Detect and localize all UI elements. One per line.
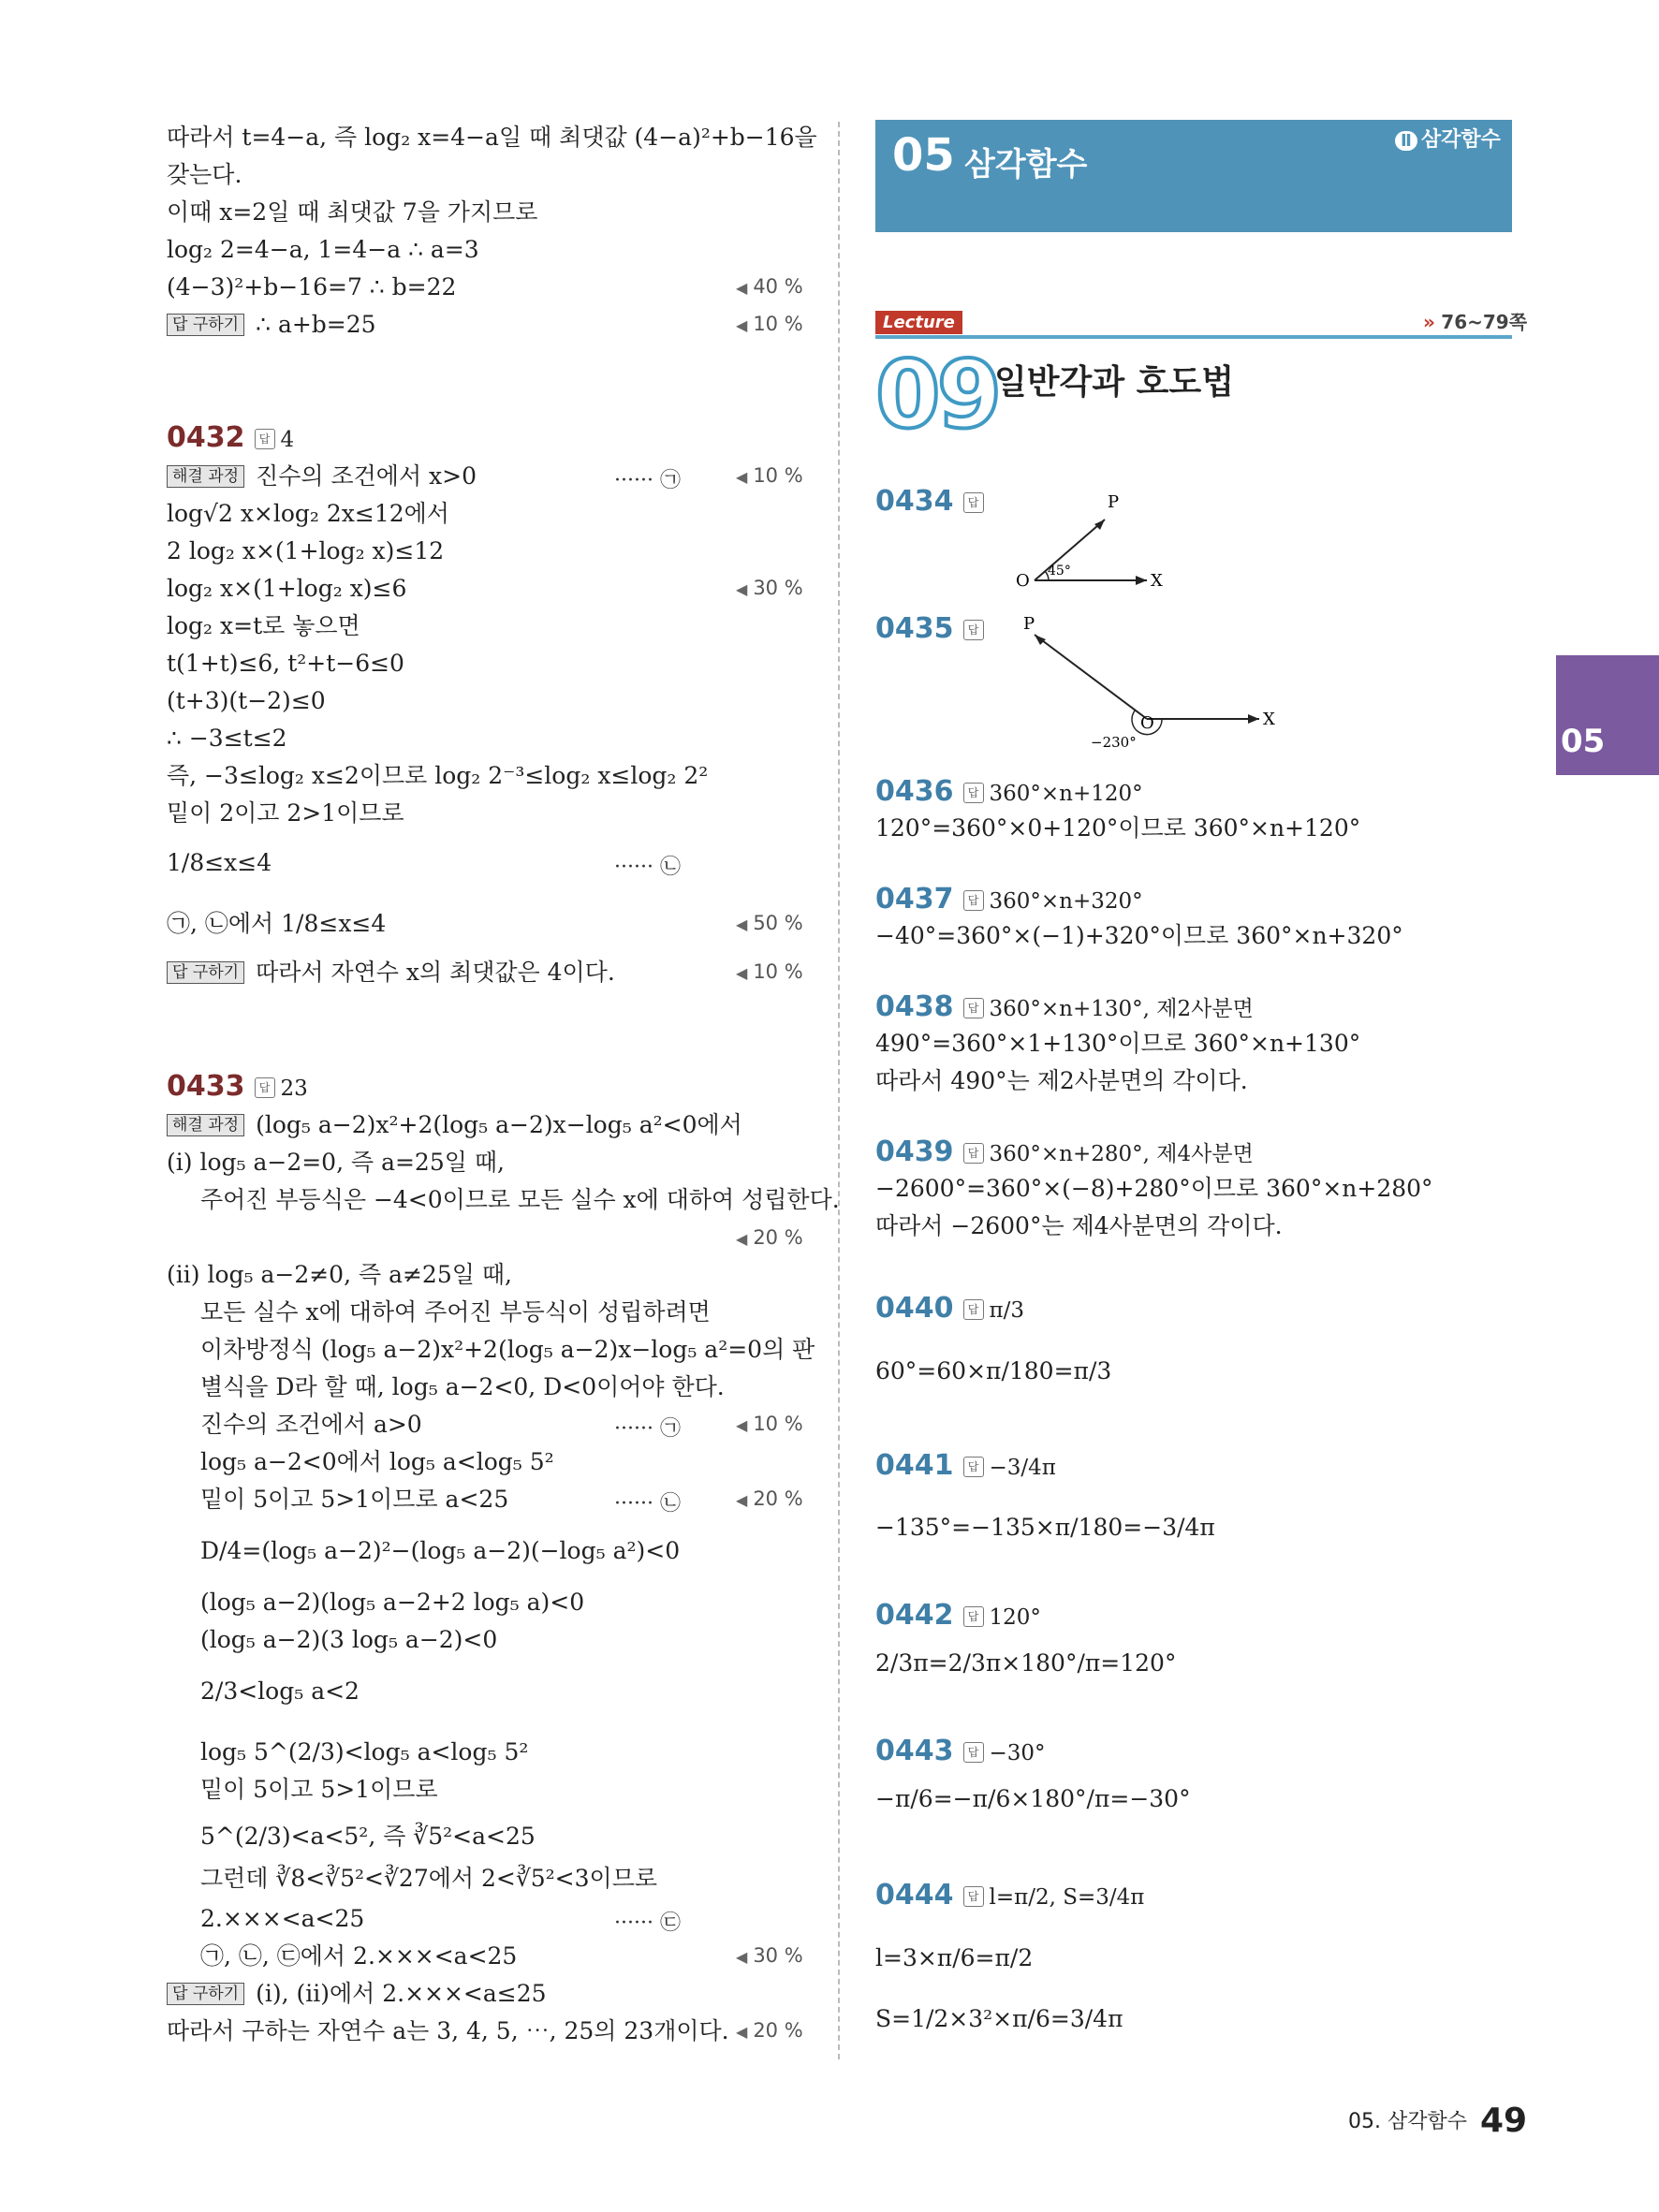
text-line: l=3×π/6=π/2 <box>875 1944 1034 1971</box>
text-line: 2 log₂ x×(1+log₂ x)≤12 <box>167 537 445 564</box>
page-number: 49 <box>1480 2102 1528 2140</box>
score-percent: ◀ 30 % <box>736 1944 803 1967</box>
problem-0439-header: 0439 답 360°×n+280°, 제4사분면 <box>875 1135 1254 1168</box>
solve-tag: 답 구하기 <box>167 314 244 336</box>
text-line: −π/6=−π/6×180°/π=−30° <box>875 1785 1191 1812</box>
text-line: 답 구하기 ∴ a+b=25 <box>167 309 376 341</box>
process-tag: 해결 과정 <box>167 1114 244 1136</box>
score-percent: ◀ 40 % <box>736 275 803 298</box>
text-line: 120°=360°×0+120°이므로 360°×n+120° <box>875 814 1361 842</box>
answer-icon: 답 <box>963 1299 984 1320</box>
answer-icon: 답 <box>963 492 984 513</box>
problem-0436-header: 0436 답 360°×n+120° <box>875 775 1143 808</box>
text-line: log√2 x×log₂ 2x≤12에서 <box>167 500 449 527</box>
text-line: 밑이 5이고 5>1이므로 <box>200 1776 438 1803</box>
text-line: (log₅ a−2)(3 log₅ a−2)<0 <box>200 1626 498 1653</box>
text-line: 이차방정식 (log₅ a−2)x²+2(log₅ a−2)x−log₅ a²=0의 판 <box>200 1336 815 1363</box>
chapter-title: 삼각함수 <box>964 146 1088 183</box>
section-badge: Ⅱ <box>1395 131 1417 151</box>
text-line: D/4=(log₅ a−2)²−(log₅ a−2)(−log₅ a²)<0 <box>200 1537 681 1564</box>
section-tag: Ⅱ 삼각함수 <box>1395 124 1501 153</box>
point-label: P <box>1023 614 1035 634</box>
problem-0437-header: 0437 답 360°×n+320° <box>875 883 1143 916</box>
text-line: ∴ −3≤t≤2 <box>167 725 287 752</box>
text-line: ㉠, ㉡, ㉢에서 2.×××<a<25 <box>200 1942 518 1970</box>
text-line: 주어진 부등식은 −4<0이므로 모든 실수 x에 대하여 성립한다. <box>200 1186 840 1213</box>
solve-tag: 답 구하기 <box>167 961 244 984</box>
score-percent: ◀ 20 % <box>736 2019 803 2042</box>
mark-1: ······ ㉠ <box>614 1417 681 1441</box>
text-line: 모든 실수 x에 대하여 주어진 부등식이 성립하려면 <box>200 1298 711 1326</box>
text-line: 490°=360°×1+130°이므로 360°×n+130° <box>875 1030 1361 1057</box>
text-line: −135°=−135×π/180=−3/4π <box>875 1514 1215 1541</box>
problem-0434-header: 0434 답 <box>875 485 984 519</box>
text-line: (4−3)²+b−16=7 ∴ b=22 <box>167 273 457 300</box>
score-percent: ◀ 10 % <box>736 1413 803 1435</box>
problem-0435-header: 0435 답 <box>875 612 984 646</box>
text-line: 따라서 −2600°는 제4사분면의 각이다. <box>875 1212 1283 1239</box>
answer-icon: 답 <box>963 1457 984 1477</box>
answer-icon: 답 <box>963 1606 984 1627</box>
text-line: 2.×××<a<25 <box>200 1905 365 1932</box>
score-percent: ◀ 30 % <box>736 577 803 599</box>
text-line: 이때 x=2일 때 최댓값 7을 가지므로 <box>167 198 538 226</box>
text-line: 따라서 490°는 제2사분면의 각이다. <box>875 1067 1248 1094</box>
answer-icon: 답 <box>963 1742 984 1763</box>
text-line: 답 구하기 따라서 자연수 x의 최댓값은 4이다. <box>167 957 615 989</box>
mark-2: ······ ㉡ <box>614 1492 681 1516</box>
text-line: 따라서 t=4−a, 즉 log₂ x=4−a일 때 최댓값 (4−a)²+b−16을 <box>167 124 817 151</box>
point-label: O <box>1140 713 1154 733</box>
text-line: 2/3<log₅ a<2 <box>200 1677 360 1705</box>
score-percent: ◀ 10 % <box>736 313 803 335</box>
answer-icon: 답 <box>963 1886 984 1907</box>
page-reference: » 76~79쪽 <box>1423 311 1528 333</box>
mark-1: ······ ㉠ <box>614 469 681 492</box>
text-line: 1/8≤x≤4 <box>167 849 272 876</box>
lecture-label: Lecture <box>875 311 962 334</box>
angle-label: 45° <box>1048 564 1071 579</box>
page-footer <box>1348 2102 1527 2140</box>
text-line: log₂ 2=4−a, 1=4−a ∴ a=3 <box>167 236 479 263</box>
angle-diagram-minus230 <box>969 608 1275 758</box>
text-line: 해결 과정 진수의 조건에서 x>0 <box>167 461 477 492</box>
text-line: 따라서 구하는 자연수 a는 3, 4, 5, ⋯, 25의 23개이다. <box>167 2017 729 2044</box>
text-line: log₂ x=t로 놓으면 <box>167 612 360 639</box>
text-line: −40°=360°×(−1)+320°이므로 360°×n+320° <box>875 922 1403 949</box>
chapter-side-tab[interactable]: 05 <box>1556 655 1659 775</box>
text-line: 밑이 2이고 2>1이므로 <box>167 799 404 827</box>
text-line: 60°=60×π/180=π/3 <box>875 1357 1112 1384</box>
text-line: 해결 과정 (log₅ a−2)x²+2(log₅ a−2)x−log₅ a²<0에서 <box>167 1109 742 1141</box>
point-label: P <box>1108 492 1120 512</box>
score-percent: ◀ 20 % <box>736 1226 803 1249</box>
score-percent: ◀ 10 % <box>736 960 803 983</box>
text-line: 답 구하기 (ⅰ), (ⅱ)에서 2.×××<a≤25 <box>167 1978 547 2010</box>
text-line: log₅ a−2<0에서 log₅ a<log₅ 5² <box>200 1448 554 1475</box>
answer-icon: 답 <box>963 1143 984 1164</box>
problem-0444-header: 0444 답 l=π/2, S=3/4π <box>875 1879 1145 1912</box>
answer-icon: 답 <box>963 890 984 911</box>
angle-diagram-45 <box>969 487 1184 599</box>
solve-tag: 답 구하기 <box>167 1983 244 2005</box>
problem-0433-header: 0433 답 23 <box>167 1070 308 1103</box>
problem-0441-header: 0441 답 −3/4π <box>875 1449 1056 1482</box>
text-line: 5^(2/3)<a<5², 즉 ∛5²<a<25 <box>200 1823 536 1850</box>
text-line: 그런데 ∛8<∛5²<∛27에서 2<∛5²<3이므로 <box>200 1865 657 1892</box>
text-line: 2/3π=2/3π×180°/π=120° <box>875 1649 1177 1677</box>
footer-chapter: 05. 삼각함수 <box>1348 2110 1467 2133</box>
text-line: (t+3)(t−2)≤0 <box>167 687 326 714</box>
text-line: 즉, −3≤log₂ x≤2이므로 log₂ 2⁻³≤log₂ x≤log₂ 2² <box>167 762 709 789</box>
lecture-rule <box>875 335 1512 339</box>
mark-2: ······ ㉡ <box>614 856 681 879</box>
score-percent: ◀ 20 % <box>736 1487 803 1510</box>
answer-icon: 답 <box>963 783 984 803</box>
text-line: 진수의 조건에서 a>0 <box>200 1411 422 1438</box>
text-line: (ⅰ) log₅ a−2=0, 즉 a=25일 때, <box>167 1149 505 1176</box>
column-divider <box>838 122 840 2059</box>
answer-icon: 답 <box>963 620 984 640</box>
process-tag: 해결 과정 <box>167 465 244 488</box>
point-label: O <box>1016 571 1030 591</box>
point-label: X <box>1151 571 1163 591</box>
text-line: −2600°=360°×(−8)+280°이므로 360°×n+280° <box>875 1175 1433 1202</box>
text-line: log₅ 5^(2/3)<log₅ a<log₅ 5² <box>200 1738 529 1765</box>
point-label: X <box>1263 710 1275 729</box>
problem-0440-header: 0440 답 π/3 <box>875 1292 1024 1325</box>
answer-icon: 답 <box>255 1077 275 1098</box>
problem-0442-header: 0442 답 120° <box>875 1599 1041 1632</box>
text-line: log₂ x×(1+log₂ x)≤6 <box>167 575 407 602</box>
answer-icon: 답 <box>963 998 984 1018</box>
text-line: 별식을 D라 할 때, log₅ a−2<0, D<0이어야 한다. <box>200 1373 725 1400</box>
chapter-number: 05 <box>892 129 955 182</box>
text-line: t(1+t)≤6, t²+t−6≤0 <box>167 650 404 677</box>
text-line: (ⅱ) log₅ a−2≠0, 즉 a≠25일 때, <box>167 1261 512 1288</box>
lecture-number: 09 <box>875 340 999 449</box>
text-line: 밑이 5이고 5>1이므로 a<25 <box>200 1486 509 1513</box>
mark-3: ······ ㉢ <box>614 1912 681 1935</box>
problem-0443-header: 0443 답 −30° <box>875 1735 1046 1767</box>
score-percent: ◀ 10 % <box>736 464 803 487</box>
text-line: (log₅ a−2)(log₅ a−2+2 log₅ a)<0 <box>200 1589 585 1616</box>
answer-icon: 답 <box>255 429 275 449</box>
problem-0438-header: 0438 답 360°×n+130°, 제2사분면 <box>875 990 1254 1023</box>
score-percent: ◀ 50 % <box>736 912 803 934</box>
problem-0432-header: 0432 답 4 <box>167 421 295 454</box>
text-line: S=1/2×3²×π/6=3/4π <box>875 2005 1123 2032</box>
lecture-title: 일반각과 호도법 <box>994 363 1234 402</box>
text-line: 갖는다. <box>167 161 242 188</box>
angle-label: −230° <box>1091 734 1137 751</box>
text-line: ㉠, ㉡에서 1/8≤x≤4 <box>167 910 387 937</box>
